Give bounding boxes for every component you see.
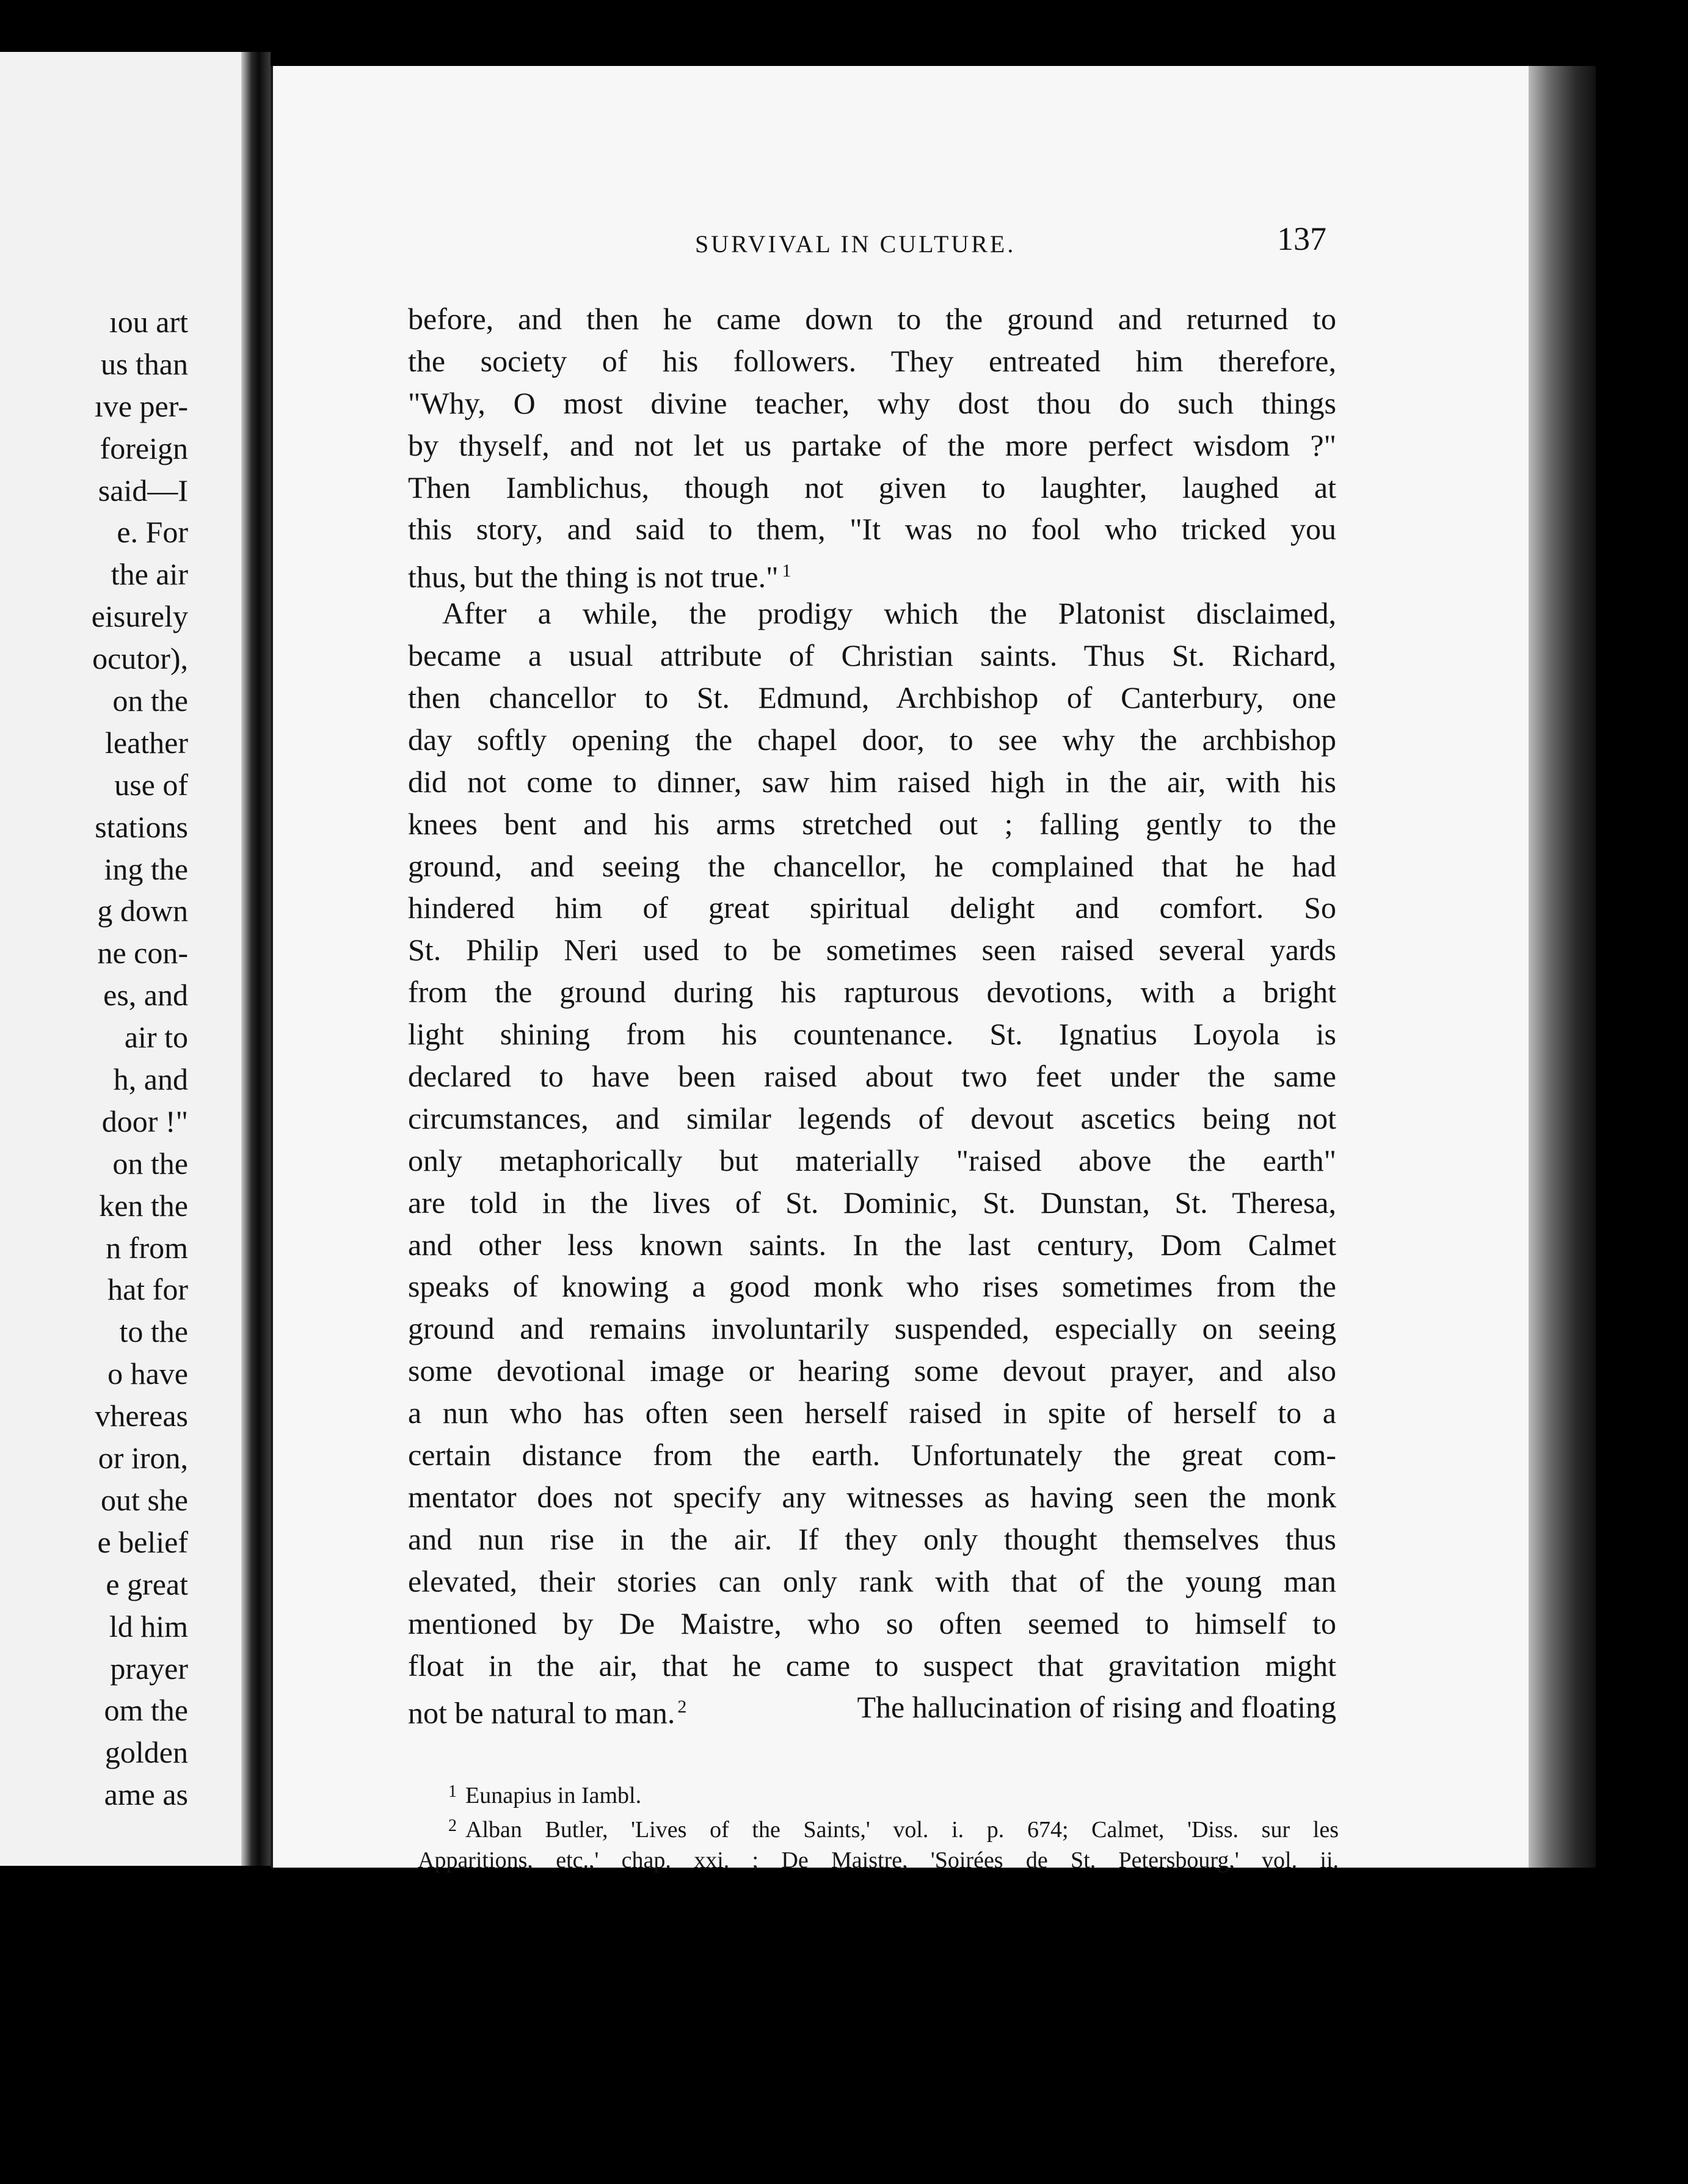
footnotes bbox=[418, 1775, 1339, 1877]
left-line: g down bbox=[97, 894, 188, 928]
left-line: ıve per- bbox=[94, 388, 188, 423]
left-line: on the bbox=[112, 1146, 188, 1181]
text-line: elevated, their stories can only rank with that of the young man bbox=[408, 1563, 1336, 1598]
text-line-content: thus, but the thing is not true." bbox=[408, 560, 779, 594]
left-line: e. For bbox=[117, 515, 188, 550]
footnote-mark: 1 bbox=[448, 1782, 457, 1801]
footnote-1 bbox=[418, 1775, 1339, 1809]
text-line: ground and remains involuntarily suspended, especially on seeing bbox=[408, 1311, 1336, 1346]
left-line: hat for bbox=[107, 1272, 188, 1307]
body-text bbox=[408, 298, 1336, 1731]
footnote-2-continued: Apparitions, etc.,' chap. xxi. ; De Maistre, 'Soirées de St. Petersbourg,' vol. ii. bbox=[418, 1847, 1339, 1873]
left-page-fragment bbox=[0, 52, 256, 1866]
text-line bbox=[408, 1686, 1336, 1731]
left-line: the air bbox=[111, 557, 188, 592]
text-line-start bbox=[408, 1686, 687, 1731]
text-line: became a usual attribute of Christian saints. Thus St. Richard, bbox=[408, 638, 1336, 673]
left-line: ld him bbox=[109, 1609, 188, 1643]
text-line: the society of his followers. They entreated him therefore, bbox=[408, 343, 1336, 378]
left-line: prayer bbox=[110, 1651, 188, 1686]
footnote-2 bbox=[418, 1809, 1339, 1843]
left-line: ame as bbox=[104, 1777, 188, 1812]
text-line bbox=[408, 550, 1336, 592]
left-line: air to bbox=[124, 1020, 188, 1055]
text-line: by thyself, and not let us partake of the more perfect wisdom ?" bbox=[408, 428, 1336, 462]
left-line: door !" bbox=[101, 1104, 188, 1138]
left-line: on the bbox=[112, 683, 188, 718]
left-line: said—I bbox=[98, 473, 188, 508]
text-line: then chancellor to St. Edmund, Archbishop of Canterbury, one bbox=[408, 680, 1336, 715]
left-line: golden bbox=[104, 1735, 188, 1770]
left-line: ıou art bbox=[109, 305, 188, 339]
left-line: o have bbox=[107, 1356, 188, 1391]
left-line: eisurely bbox=[91, 599, 188, 634]
left-line: es, and bbox=[103, 978, 188, 1013]
text-line: before, and then he came down to the ground and returned to bbox=[408, 302, 1336, 336]
left-line: out she bbox=[100, 1482, 188, 1517]
text-line: float in the air, that he came to suspect that gravitation might bbox=[408, 1648, 1336, 1683]
left-line: us than bbox=[100, 346, 188, 381]
text-line: are told in the lives of St. Dominic, St. Dunstan, St. Theresa, bbox=[408, 1185, 1336, 1220]
text-line: day softly opening the chapel door, to see why the archbishop bbox=[408, 722, 1336, 757]
text-line: knees bent and his arms stretched out ; falling gently to the bbox=[408, 806, 1336, 841]
left-line: ken the bbox=[99, 1188, 188, 1223]
text-line: speaks of knowing a good monk who rises sometimes from the bbox=[408, 1269, 1336, 1304]
footnote-text: Alban Butler, 'Lives of the Saints,' vol. i. p. 674; Calmet, 'Diss. sur les bbox=[465, 1817, 1339, 1843]
left-line: foreign bbox=[100, 431, 188, 465]
text-line: Then Iamblichus, though not given to laughter, laughed at bbox=[408, 470, 1336, 504]
book-gutter bbox=[241, 52, 271, 1866]
text-line: mentioned by De Maistre, who so often seemed to himself to bbox=[408, 1606, 1336, 1640]
text-line: did not come to dinner, saw him raised high in the air, with his bbox=[408, 764, 1336, 799]
left-line: ing the bbox=[104, 851, 188, 886]
text-line: hindered him of great spiritual delight and comfort. So bbox=[408, 890, 1336, 925]
footnote-ref: 1 bbox=[782, 561, 791, 581]
left-line: e great bbox=[106, 1567, 188, 1601]
text-line: certain distance from the earth. Unfortunately the great com- bbox=[408, 1438, 1336, 1472]
page-number: 137 bbox=[1277, 220, 1326, 257]
footnote-ref: 2 bbox=[677, 1697, 687, 1717]
text-line-content: not be natural to man. bbox=[408, 1696, 675, 1731]
left-line: to the bbox=[119, 1314, 188, 1349]
footnote-text: Eunapius in Iambl. bbox=[465, 1783, 642, 1808]
left-line: e belief bbox=[97, 1524, 188, 1559]
text-line-end: The hallucination of rising and floating bbox=[857, 1690, 1336, 1725]
left-line: use of bbox=[114, 767, 188, 802]
text-line: this story, and said to them, "It was no fool who tricked you bbox=[408, 512, 1336, 547]
text-line: some devotional image or hearing some devout prayer, and also bbox=[408, 1353, 1336, 1388]
text-line: St. Philip Neri used to be sometimes seen raised several yards bbox=[408, 933, 1336, 967]
running-head: SURVIVAL IN CULTURE. bbox=[695, 230, 1016, 258]
text-line: declared to have been raised about two feet under the same bbox=[408, 1059, 1336, 1094]
left-page-text bbox=[0, 301, 188, 1816]
left-line: stations bbox=[95, 809, 188, 844]
footnote-mark: 2 bbox=[448, 1816, 457, 1835]
left-line: n from bbox=[106, 1230, 188, 1265]
text-line: light shining from his countenance. St. Ignatius Loyola is bbox=[408, 1017, 1336, 1052]
text-line: circumstances, and similar legends of devout ascetics being not bbox=[408, 1101, 1336, 1135]
text-line: a nun who has often seen herself raised in spite of herself to a bbox=[408, 1396, 1336, 1430]
text-line: from the ground during his rapturous devotions, with a bright bbox=[408, 975, 1336, 1010]
text-line: After a while, the prodigy which the Platonist disclaimed, bbox=[442, 596, 1336, 631]
text-line: ground, and seeing the chancellor, he complained that he had bbox=[408, 848, 1336, 883]
text-line: and nun rise in the air. If they only thought themselves thus bbox=[408, 1521, 1336, 1556]
left-line: or iron, bbox=[98, 1441, 188, 1476]
text-line: mentator does not specify any witnesses as having seen the monk bbox=[408, 1479, 1336, 1514]
page-edge bbox=[1529, 66, 1596, 1868]
left-line: ocutor), bbox=[92, 641, 188, 676]
left-line: ne con- bbox=[97, 936, 188, 970]
left-line: h, and bbox=[113, 1062, 188, 1097]
text-line: and other less known saints. In the last century, Dom Calmet bbox=[408, 1227, 1336, 1262]
text-line: "Why, O most divine teacher, why dost thou do such things bbox=[408, 385, 1336, 420]
left-line: om the bbox=[104, 1693, 188, 1728]
text-line: only metaphorically but materially "raised above the earth" bbox=[408, 1143, 1336, 1178]
left-line: leather bbox=[104, 725, 188, 760]
left-line: vhereas bbox=[95, 1399, 188, 1433]
